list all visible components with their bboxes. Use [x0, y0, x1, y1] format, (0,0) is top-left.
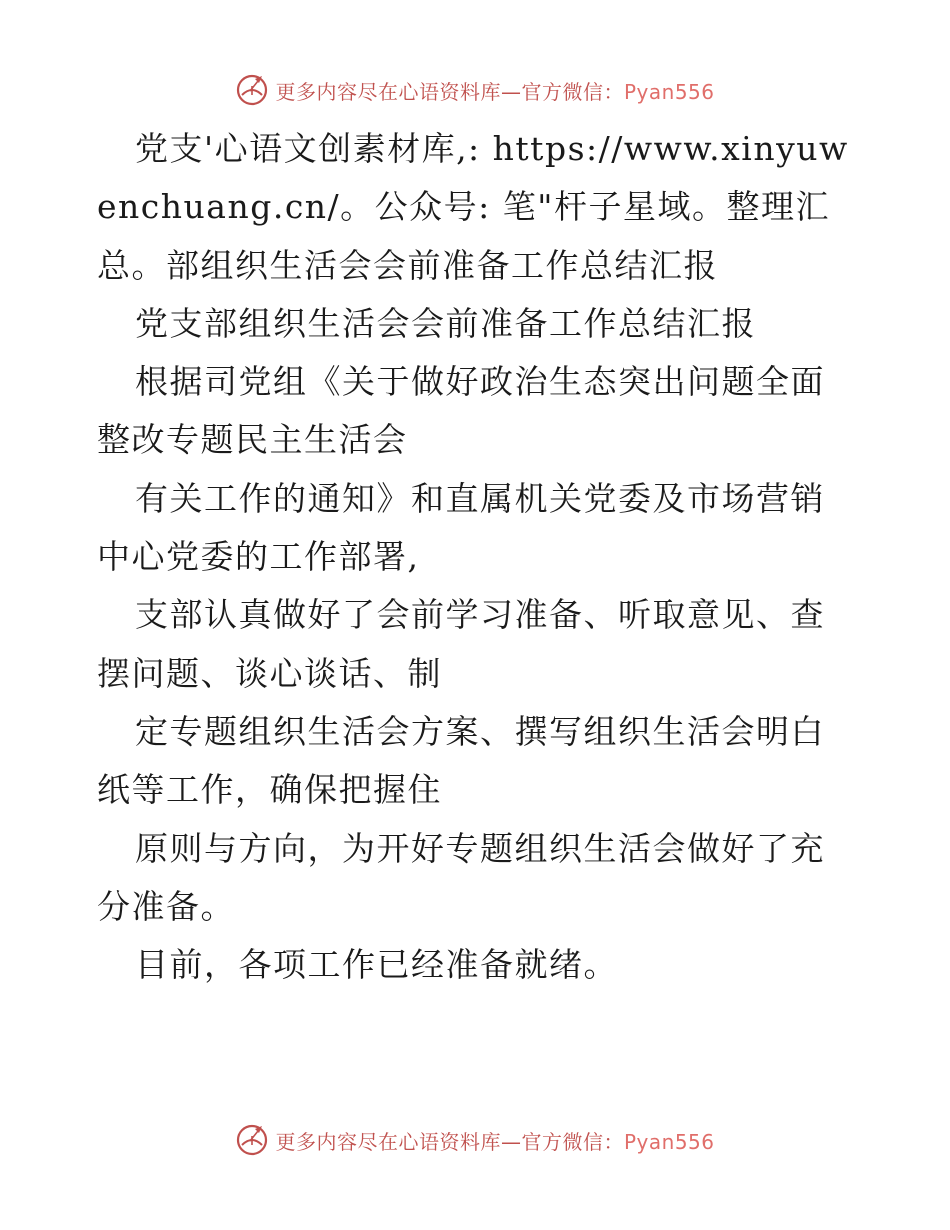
footer-banner-label: 更多内容尽在心语资料库—官方微信：: [275, 1129, 624, 1154]
header-banner-text: [275, 76, 714, 105]
book-quill-logo-icon: [235, 73, 269, 107]
paragraph: 定专题组织生活会方案、撰写组织生活会明白纸等工作，确保把握住: [97, 711, 825, 810]
paragraph: 支部认真做好了会前学习准备、听取意见、查摆问题、谈心谈话、制: [97, 595, 825, 693]
document-body: [97, 120, 857, 994]
paragraph: 根据司党组《关于做好政治生态突出问题全面整改专题民主生活会: [97, 362, 825, 460]
paragraph: 目前，各项工作已经准备就绪。: [135, 945, 618, 985]
header-banner-label: 更多内容尽在心语资料库—官方微信：: [275, 79, 624, 104]
footer-banner-handle: Pyan556: [623, 1129, 715, 1154]
paragraph-title: 党支部组织生活会会前准备工作总结汇报: [135, 303, 756, 343]
paragraph: 有关工作的通知》和直属机关党委及市场营销中心党委的工作部署,: [97, 478, 825, 577]
footer-banner: [0, 1120, 950, 1160]
book-quill-logo-icon: [235, 1123, 269, 1157]
header-banner-handle: Pyan556: [623, 79, 715, 104]
header-banner: [0, 70, 950, 110]
paragraph-intro: 党支'心语文创素材库,: https://www.xinyuwenchuang.cn/。公众号: 笔"杆子星域。整理汇总。部组织生活会会前准备工作总结汇报: [97, 129, 849, 285]
footer-banner-text: [275, 1126, 714, 1155]
paragraph: 原则与方向，为开好专题组织生活会做好了充分准备。: [97, 828, 825, 926]
